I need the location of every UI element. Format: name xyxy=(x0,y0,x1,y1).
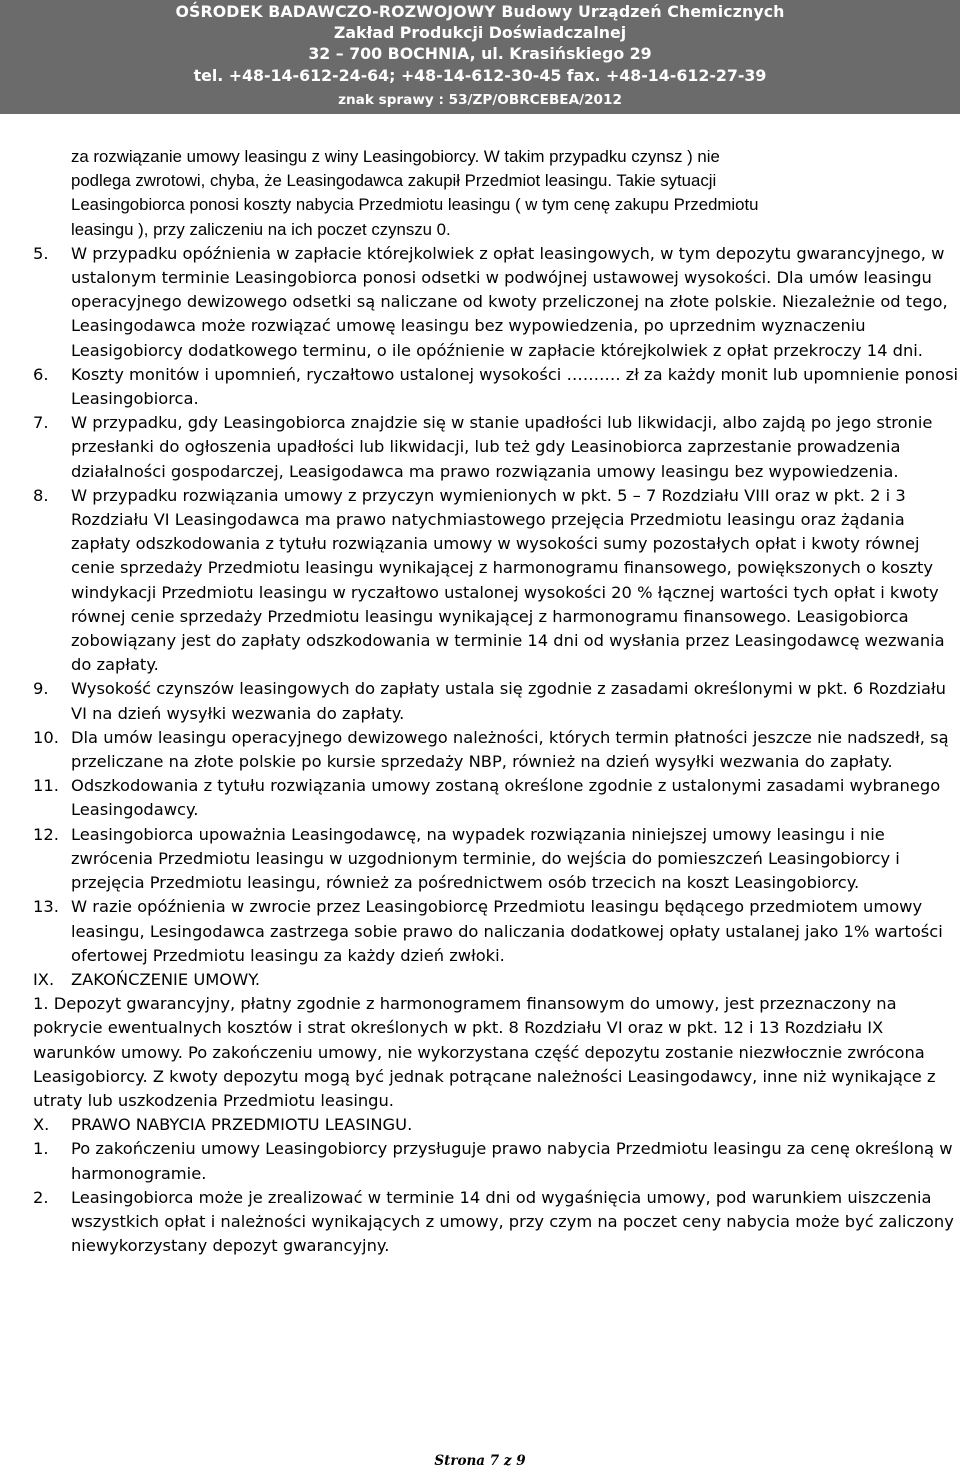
section-number: IX. xyxy=(33,969,55,989)
clause-text: Dla umów leasingu operacyjnego dewizowego należności, których termin płatności jeszcze nie nadszedł, są przeliczane na złote polskie po kursie sprzedaży NBP, również na dzień wysyłki wezwania do zapłaty. xyxy=(71,727,949,772)
clause-text: W przypadku rozwiązania umowy z przyczyn wymienionych w pkt. 5 – 7 Rozdziału VIII oraz w pkt. 2 i 3 Rozdziału VI Leasingodawca ma prawo natychmiastowego przejęcia Przedmiotu leasingu oraz żądania zapłaty odszkodowania z tytułu rozwiązania umowy w wysokości sumy pozostałych opłat i kwoty równej cenie sprzedaży Przedmiotu leasingu wynikającej z harmonogramu finansowego, powiększonych o koszty windykacji Przedmiotu leasingu w ryczałtowo ustalonej wysokości 20 % łącznej wartości tych opłat i kwoty równej cenie sprzedaży Przedmiotu leasingu wynikającej z harmonogramu finansowego. Leasigobiorca zobowiązany jest do zapłaty odszkodowania w terminie 14 dni od wysłania przez Leasingodawcę wezwania do zapłaty. xyxy=(71,485,945,675)
section-heading-x xyxy=(33,1113,959,1137)
clause-item-8 xyxy=(33,484,959,678)
document-body xyxy=(33,145,959,1258)
section-number: X. xyxy=(33,1115,50,1135)
clause-number: 1. xyxy=(33,1139,49,1159)
continued-paragraph xyxy=(33,145,959,242)
clause-number: 7. xyxy=(33,413,49,433)
clause-text: Leasingobiorca upoważnia Leasingodawcę, na wypadek rozwiązania niniejszej umowy leasingu i nie zwrócenia Przedmiotu leasingu w uzgodnionym terminie, do wejścia do pomieszczeń Leasingobiorcy i przejęcia Przedmiotu leasingu, również za pośrednictwem osób trzecich na koszt Leasingobiorcy. xyxy=(71,824,900,893)
clause-number: 6. xyxy=(33,364,49,384)
header-contact: tel. +48-14-612-24-64; +48-14-612-30-45 fax. +48-14-612-27-39 xyxy=(193,66,767,85)
clause-text: Po zakończeniu umowy Leasingobiorcy przysługuje prawo nabycia Przedmiotu leasingu za cenę określoną w harmonogramie. xyxy=(71,1139,953,1183)
clause-item-13 xyxy=(33,895,959,968)
section-x-item-2 xyxy=(33,1186,959,1259)
header-department: Zakład Produkcji Doświadczalnej xyxy=(333,23,627,42)
clause-text: W razie opóźnienia w zwrocie przez Leasingobiorcę Przedmiotu leasingu będącego przedmiotem umowy leasingu, Lesingodawca zastrzega sobie prawo do naliczania dodatkowej opłaty ustalanej jako 1% wartości ofertowej Przedmiotu leasingu za każdy dzień zwłoki. xyxy=(71,897,943,965)
clause-text: W przypadku opóźnienia w zapłacie którejkolwiek z opłat leasingowych, w tym depozytu gwarancyjnego, w ustalonym terminie Leasingobiorca ponosi odsetki w podwójnej ustawowej wysokości. Dla umów leasingu operacyjnego dewizowego odsetki są naliczane od kwoty przeliczonej na złote polskie. Niezależnie od tego, Leasingodawca może rozwiązać umowę leasingu bez wypowiedzenia, po uprzednim wyznaczeniu Leasigobiorcy dodatkowego terminu, o ile opóźnienie w zapłacie którejkolwiek z opłat przekroczy 14 dni. xyxy=(71,243,948,360)
header-address: 32 – 700 BOCHNIA, ul. Krasińskiego 29 xyxy=(308,44,652,63)
clause-number: 12. xyxy=(33,824,59,844)
section-ix-paragraph: 1. Depozyt gwarancyjny, płatny zgodnie z harmonogramem finansowym do umowy, jest przeznaczony na pokrycie ewentualnych kosztów i strat określonych w pkt. 8 Rozdziału VI oraz w pkt. 12 i 13 Rozdziału IX warunków umowy. Po zakończeniu umowy, nie wykorzystana część depozytu zostanie niezwłocznie zwrócona Leasigobiorcy. Z kwoty depozytu mogą być jednak potrącane należności Leasingodawcy, inne niż wynikające z utraty lub uszkodzenia Przedmiotu leasingu. xyxy=(33,994,936,1110)
clause-item-10 xyxy=(33,726,959,774)
clause-text: Odszkodowania z tytułu rozwiązania umowy zostaną określone zgodnie z ustalonymi zasadami wybranego Leasingodawcy. xyxy=(71,776,941,820)
intro-line: za rozwiązanie umowy leasingu z winy Leasingobiorcy. W takim przypadku czynsz ) nie xyxy=(71,147,720,166)
header-institution-name: OŚRODEK BADAWCZO-ROZWOJOWY Budowy Urządzeń Chemicznych xyxy=(175,2,785,21)
clause-text: Koszty monitów i upomnień, ryczałtowo ustalonej wysokości ………. zł za każdy monit lub upomnienie ponosi Leasingobiorca. xyxy=(71,364,959,409)
intro-line: leasingu ), przy zaliczeniu na ich poczet czynszu 0. xyxy=(71,219,451,239)
clause-number: 9. xyxy=(33,679,49,699)
clause-text: Leasingobiorca może je zrealizować w terminie 14 dni od wygaśnięcia umowy, pod warunkiem uiszczenia wszystkich opłat i należności wynikających z umowy, przy czym na poczet ceny nabycia może być zaliczony niewykorzystany depozyt gwarancyjny. xyxy=(71,1187,954,1256)
clause-number: 11. xyxy=(33,776,59,796)
section-title: PRAWO NABYCIA PRZEDMIOTU LEASINGU. xyxy=(71,1115,413,1135)
clause-number: 13. xyxy=(33,897,59,917)
section-heading-ix xyxy=(33,968,959,992)
clause-item-6 xyxy=(33,363,959,411)
clause-item-5 xyxy=(33,242,959,363)
clause-number: 10. xyxy=(33,727,59,747)
clause-number: 5. xyxy=(33,243,49,263)
intro-line: podlega zwrotowi, chyba, że Leasingodawca zakupił Przedmiot leasingu. Takie sytuacji xyxy=(71,171,717,191)
clause-number: 8. xyxy=(33,485,49,505)
clause-item-9 xyxy=(33,677,959,725)
clause-item-7 xyxy=(33,411,959,484)
header-case-number: znak sprawy : 53/ZP/OBRCEBEA/2012 xyxy=(338,92,622,108)
clause-item-11 xyxy=(33,774,959,822)
letterhead xyxy=(0,0,960,114)
clause-text: Wysokość czynszów leasingowych do zapłaty ustala się zgodnie z zasadami określonymi w pkt. 6 Rozdziału VI na dzień wysyłki wezwania do zapłaty. xyxy=(71,679,946,723)
clause-text: W przypadku, gdy Leasingobiorca znajdzie się w stanie upadłości lub likwidacji, albo zajdą po jego stronie przesłanki do ogłoszenia upadłości lub likwidacji, lub też gdy Leasinobiorca zaprzestanie prowadzenia działalności gospodarczej, Leasigodawca ma prawo rozwiązania umowy leasingu bez wypowiedzenia. xyxy=(71,413,933,481)
section-x-item-1 xyxy=(33,1137,959,1185)
section-title: ZAKOŃCZENIE UMOWY. xyxy=(71,969,261,989)
intro-line: Leasingobiorca ponosi koszty nabycia Przedmiotu leasingu ( w tym cenę zakupu Przedmiotu xyxy=(71,195,759,215)
clause-item-12 xyxy=(33,823,959,896)
page-number-footer: Strona 7 z 9 xyxy=(434,1453,526,1469)
clause-number: 2. xyxy=(33,1187,49,1207)
